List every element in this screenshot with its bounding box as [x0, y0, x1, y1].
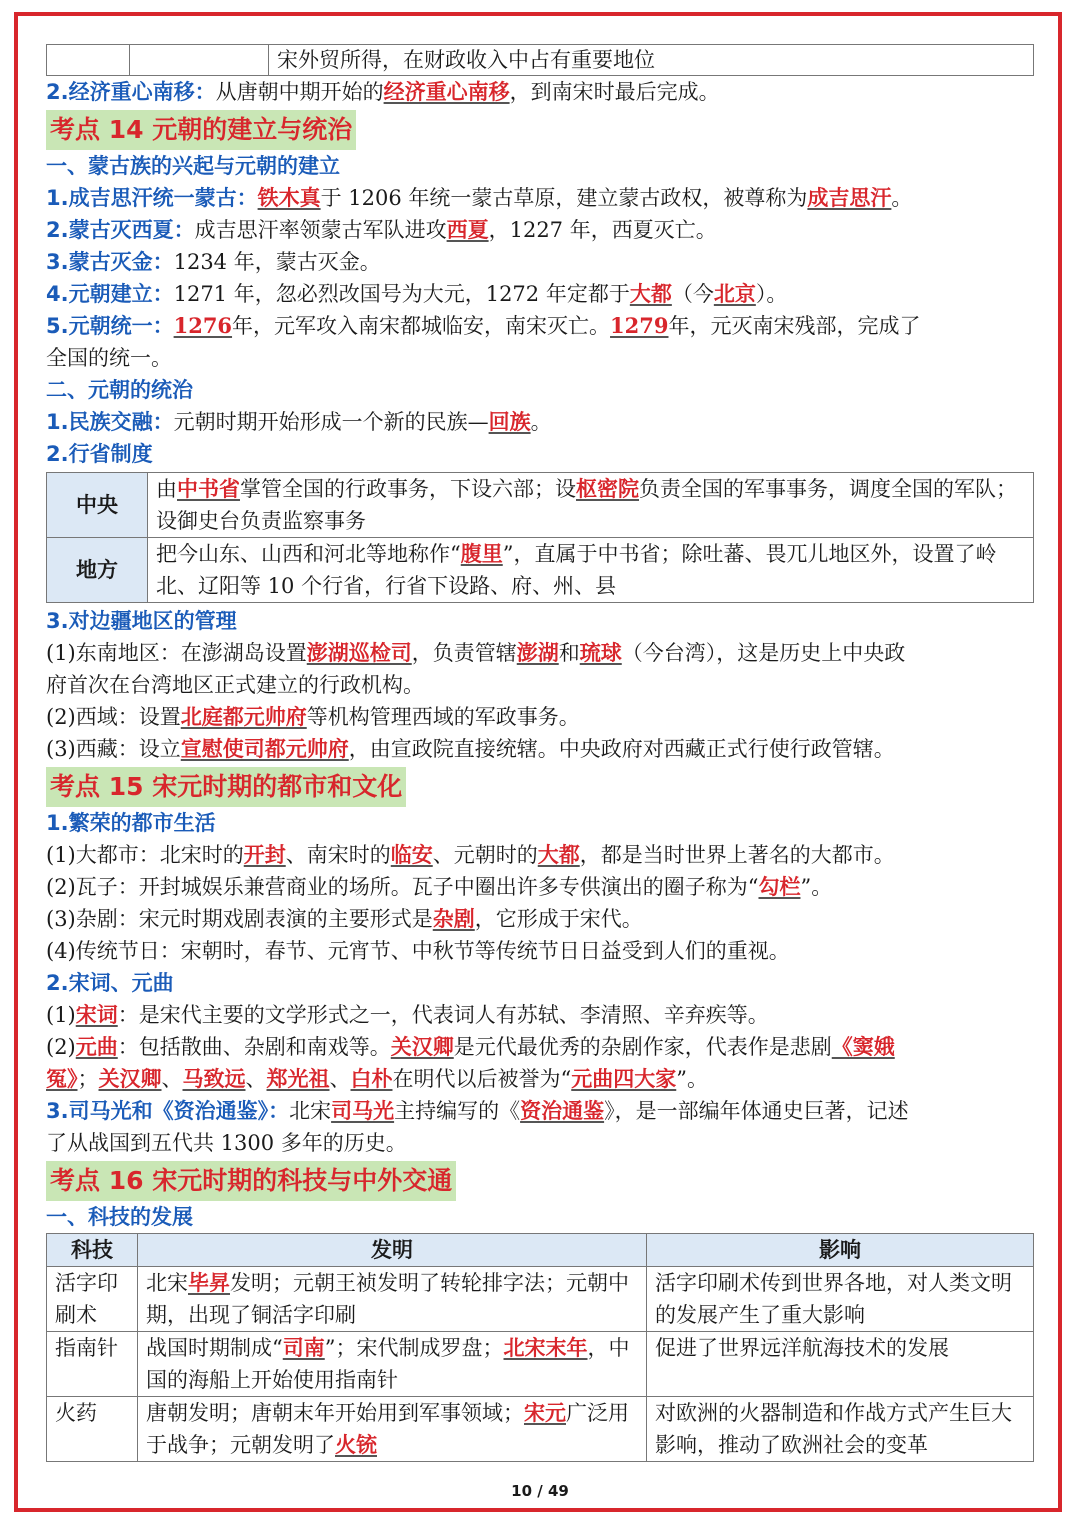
kd15-heading: 考点 15 宋元时期的都市和文化 [46, 767, 1036, 807]
point-unification: 5.元朝统一：1276年，元军攻入南宋都城临安，南宋灭亡。1279年，元灭南宋残部，完成了 [46, 313, 921, 338]
tech-header-row [47, 1234, 1034, 1267]
province-local-text: 把今山东、山西和河北等地称作“腹里”，直属于中书省；除吐蕃、畏兀儿地区外，设置了岭北、辽阳等 10 个行省，行省下设路、府、州、县 [148, 538, 1034, 603]
frontier-southeast-cont: 府首次在台湾地区正式建立的行政机构。 [46, 673, 424, 697]
province-row-central [47, 473, 1034, 538]
yuanqu-line-cont: 冤》；关汉卿、马致远、郑光祖、白朴在明代以后被誉为“元曲四大家”。 [46, 1066, 708, 1091]
page-content [46, 44, 1036, 1462]
point-ethnic: 1.民族交融：元朝时期开始形成一个新的民族—回族。 [46, 409, 552, 434]
tech-invention: 唐朝发明；唐朝末年开始用到军事领域；宋元广泛用于战争；元朝发明了火铳 [138, 1397, 647, 1462]
tech-col-invention: 发明 [138, 1234, 647, 1267]
city-festivals: (4)传统节日：宋朝时，春节、元宵节、中秋节等传统节日日益受到人们的重视。 [46, 939, 790, 963]
tech-invention: 北宋毕昇发明；元朝王祯发明了转轮排字法；元朝中期，出现了铜活字印刷 [138, 1267, 647, 1332]
section-rise-of-mongols: 一、蒙古族的兴起与元朝的建立 [46, 154, 340, 178]
top-table-fragment [46, 44, 1034, 76]
point-frontier: 3.对边疆地区的管理 [46, 609, 237, 633]
top-table-text: 宋外贸所得，在财政收入中占有重要地位 [269, 45, 1034, 76]
point-western-xia: 2.蒙古灭西夏：成吉思汗率领蒙古军队进攻西夏，1227 年，西夏灭亡。 [46, 217, 717, 242]
tech-row-printing [47, 1267, 1034, 1332]
province-central-head: 中央 [47, 473, 148, 538]
section-city-life: 1.繁荣的都市生活 [46, 811, 216, 835]
econ-shift-line: 2.经济重心南移：从唐朝中期开始的经济重心南移，到南宋时最后完成。 [46, 79, 720, 104]
tech-impact: 活字印刷术传到世界各地，对人类文明的发展产生了重大影响 [647, 1267, 1034, 1332]
point-province-system: 2.行省制度 [46, 442, 153, 466]
tech-name: 火药 [47, 1397, 138, 1462]
city-wazi: (2)瓦子：开封城娱乐兼营商业的场所。瓦子中圈出许多专供演出的圈子称为“勾栏”。 [46, 874, 833, 899]
province-local-head: 地方 [47, 538, 148, 603]
frontier-tibet: (3)西藏：设立宣慰使司都元帅府，由宣政院直接统辖。中央政府对西藏正式行使行政管辖。 [46, 736, 895, 761]
point-unification-cont: 全国的统一。 [46, 346, 172, 370]
province-row-local [47, 538, 1034, 603]
top-table-cell-2 [130, 45, 269, 76]
tech-impact: 对欧洲的火器制造和作战方式产生巨大影响，推动了欧洲社会的变革 [647, 1397, 1034, 1462]
point-yuan-founded: 4.元朝建立：1271 年，忽必烈改国号为大元，1272 年定都于大都（今北京）。 [46, 281, 788, 306]
tech-col-tech: 科技 [47, 1234, 138, 1267]
province-central-text: 由中书省掌管全国的行政事务，下设六部；设枢密院负责全国的军事事务，调度全国的军队；设御史台负责监察事务 [148, 473, 1034, 538]
city-zaju: (3)杂剧：宋元时期戏剧表演的主要形式是杂剧，它形成于宋代。 [46, 906, 643, 931]
page-number: 10 / 49 [511, 1482, 569, 1500]
point-genghis: 1.成吉思汗统一蒙古：铁木真于 1206 年统一蒙古草原，建立蒙古政权，被尊称为成吉思汗。 [46, 185, 913, 210]
tech-name: 活字印刷术 [47, 1267, 138, 1332]
point-jin: 3.蒙古灭金：1234 年，蒙古灭金。 [46, 250, 381, 274]
zizhi-tongjian-cont: 了从战国到五代共 1300 多年的历史。 [46, 1131, 407, 1155]
tech-row-compass [47, 1332, 1034, 1397]
section-ci-qu: 2.宋词、元曲 [46, 971, 174, 995]
songci-line: (1)宋词：是宋代主要的文学形式之一，代表词人有苏轼、李清照、辛弃疾等。 [46, 1002, 769, 1027]
yuanqu-line: (2)元曲：包括散曲、杂剧和南戏等。关汉卿是元代最优秀的杂剧作家，代表作是悲剧《窦娥 [46, 1034, 895, 1059]
kd14-heading: 考点 14 元朝的建立与统治 [46, 110, 1036, 150]
zizhi-tongjian-line: 3.司马光和《资治通鉴》：北宋司马光主持编写的《资治通鉴》，是一部编年体通史巨著，记述 [46, 1098, 909, 1123]
tech-invention: 战国时期制成“司南”；宋代制成罗盘；北宋末年，中国的海船上开始使用指南针 [138, 1332, 647, 1397]
section-tech: 一、科技的发展 [46, 1205, 193, 1229]
tech-row-gunpowder [47, 1397, 1034, 1462]
tech-table [46, 1233, 1034, 1462]
kd16-heading: 考点 16 宋元时期的科技与中外交通 [46, 1161, 1036, 1201]
tech-impact: 促进了世界远洋航海技术的发展 [647, 1332, 1034, 1397]
province-table [46, 472, 1034, 603]
frontier-southeast: (1)东南地区：在澎湖岛设置澎湖巡检司，负责管辖澎湖和琉球（今台湾），这是历史上中央政 [46, 640, 906, 665]
tech-col-impact: 影响 [647, 1234, 1034, 1267]
top-table-cell-1 [47, 45, 130, 76]
section-yuan-rule: 二、元朝的统治 [46, 378, 193, 402]
frontier-western-regions: (2)西域：设置北庭都元帅府等机构管理西域的军政事务。 [46, 704, 580, 729]
city-metropolis: (1)大都市：北宋时的开封、南宋时的临安、元朝时的大都，都是当时世界上著名的大都市。 [46, 842, 895, 867]
tech-name: 指南针 [47, 1332, 138, 1397]
